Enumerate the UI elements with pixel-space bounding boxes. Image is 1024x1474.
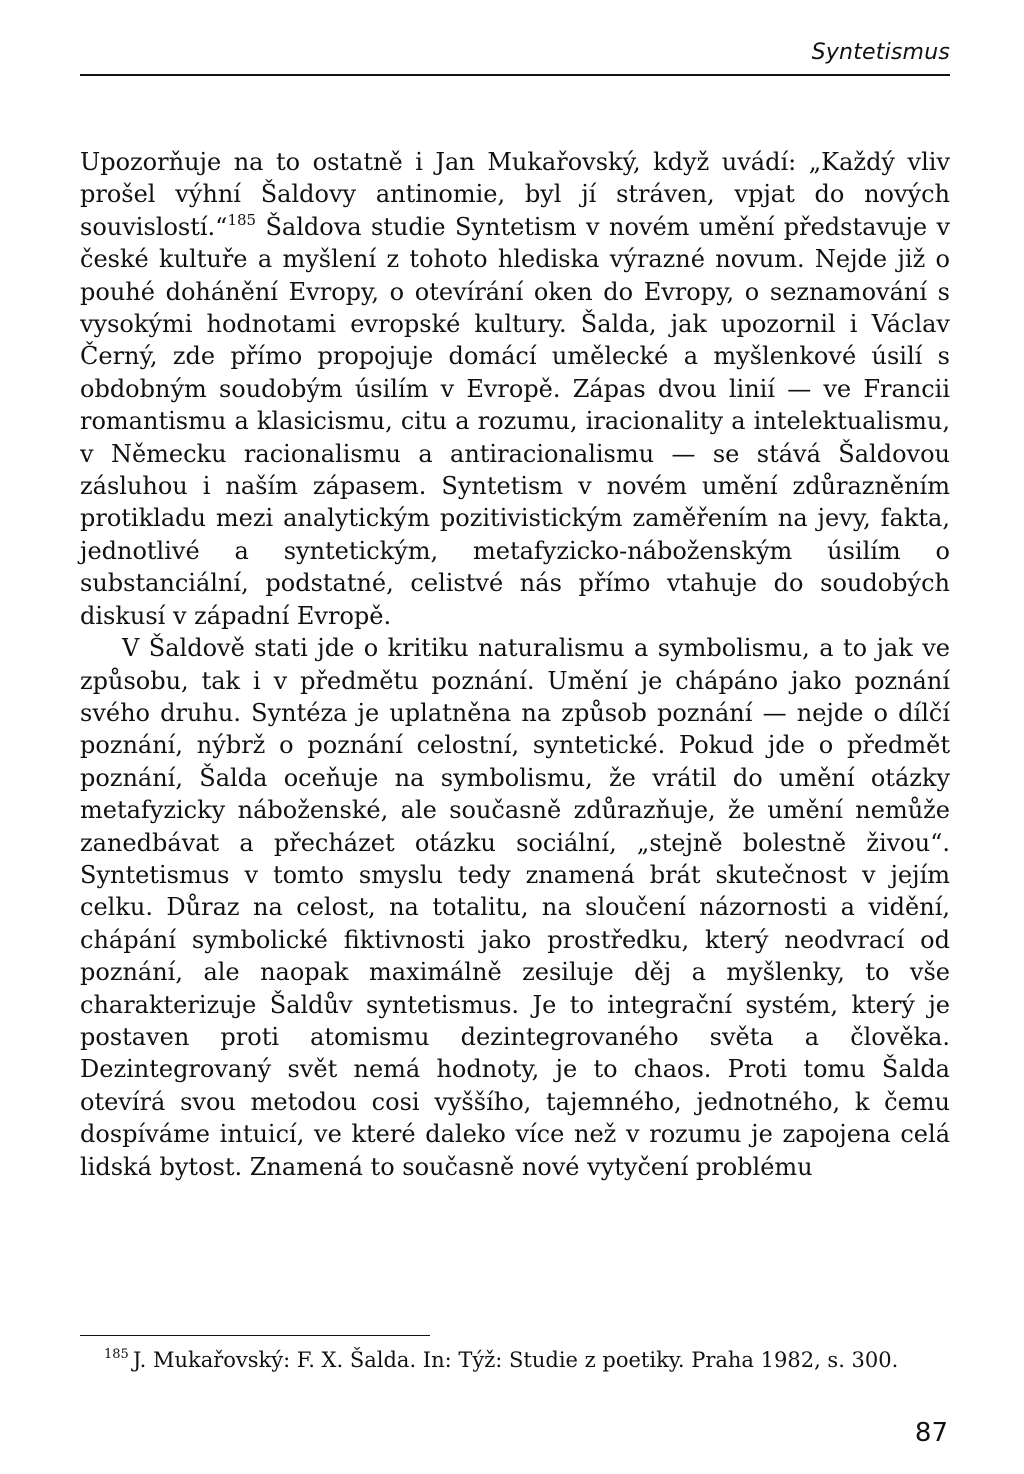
- footnote-text: J. Mukařovský: F. X. Šalda. In: Týž: Studie z poetiky. Praha 1982, s. 300.: [132, 1348, 899, 1372]
- footnote-reference: 185: [227, 210, 257, 229]
- paragraph-2: V Šaldově stati jde o kritiku naturalismu a symbolismu, a to jak ve způsobu, tak i v předmětu poznání. Umění je chápáno jako poznání svého druhu. Syntéza je uplatněna na způsob poznání — nejde o dílčí poznání, nýbrž o poznání celostní, syntetické. Pokud jde o předmět poznání, Šalda oceňuje na symbolismu, že vrátil do umění otázky metafyzicky náboženské, ale současně zdůrazňuje, že umění nemůže zanedbávat a přecházet otázku sociální, „stejně bolestně živou“. Syntetismus v tomto smyslu tedy znamená brát skutečnost v jejím celku. Důraz na celost, na totalitu, na sloučení názornosti a vidění, chápání symbolické fiktivnosti jako prostředku, který neodvrací od poznání, ale naopak maximálně zesiluje děj a myšlenky, to vše charakterizuje Šaldův syntetismus. Je to integrační systém, který je postaven proti atomismu dezintegrovaného světa a člověka. Dezintegrovaný svět nemá hodnoty, je to chaos. Proti tomu Šalda otevírá svou metodou cosi vyššího, tajemného, jednotného, k čemu dospíváme intuicí, ve které daleko více než v rozumu je zapojena celá lidská bytost. Znamená to současně nové vytyčení problému: [80, 634, 950, 1181]
- paragraph-1-start: Upozorňuje na to ostatně i Jan Mukařovský, když uvádí: „Každý vliv prošel výhní Šaldovy antinomie, byl jí stráven, vpjat do nových souvislostí.“: [80, 148, 950, 241]
- footnote: [80, 1346, 950, 1374]
- body-text: [80, 146, 950, 1183]
- running-head: Syntetismus: [811, 40, 950, 65]
- paragraph-1-rest: Šaldova studie Syntetism v novém umění představuje v české kultuře a myšlení z tohoto hlediska výrazné novum. Nejde již o pouhé dohánění Evropy, o otevírání oken do Evropy, o seznamování s vysokými hodnotami evropské kultury. Šalda, jak upozornil i Václav Černý, zde přímo propojuje domácí umělecké a myšlenkové úsilí s obdobným soudobým úsilím v Evropě. Zápas dvou linií — ve Francii romantismu a klasicismu, citu a rozumu, iracionality a intelektualismu, v Německu racionalismu a antiracionalismu — se stává Šaldovou zásluhou i naším zápasem. Syntetism v novém umění zdůrazněním protikladu mezi analytickým pozitivistickým zaměřením na jevy, fakta, jednotlivé a syntetickým, metafyzicko-náboženským úsilím o substanciální, podstatné, celistvé nás přímo vtahuje do soudobých diskusí v západní Evropě.: [80, 212, 950, 630]
- page-number: 87: [914, 1418, 948, 1448]
- footnote-number: 185: [104, 1347, 129, 1362]
- footnote-rule: [80, 1335, 430, 1336]
- paragraph-1: [80, 146, 950, 632]
- header-rule: [80, 74, 950, 76]
